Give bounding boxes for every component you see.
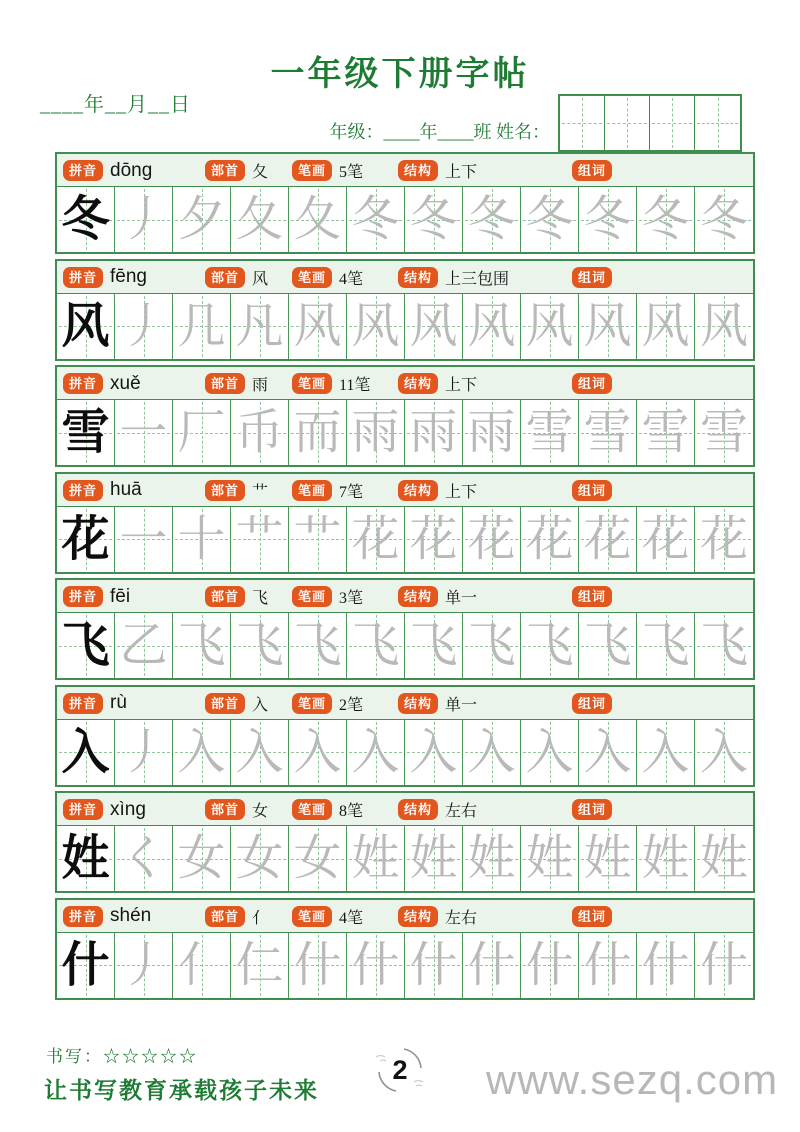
trace-cell: 雪 [637, 400, 695, 465]
trace-cell: 雪 [695, 400, 753, 465]
radical-badge: 部首 [205, 267, 245, 288]
trace-cell: 丿 [115, 187, 173, 252]
pinyin-badge: 拼音 [63, 160, 103, 181]
trace-cell: 花 [579, 507, 637, 572]
character-info-header [57, 474, 753, 507]
radical-value: 入 [252, 696, 269, 714]
strokes-group [292, 580, 363, 613]
trace-cell: 姓 [463, 826, 521, 891]
model-character-cell: 冬 [57, 187, 115, 252]
pinyin-badge: 拼音 [63, 693, 103, 714]
trace-cell: 飞 [695, 613, 753, 678]
trace-cell: 冬 [579, 187, 637, 252]
words-group [572, 900, 612, 933]
strokes-badge: 笔画 [292, 480, 332, 501]
trace-cell: 丿 [115, 294, 173, 359]
class-name-fill-in-line: 年级：____年____班 姓名： [329, 122, 550, 142]
character-info-header [57, 261, 753, 294]
strokes-value: 3笔 [339, 590, 364, 607]
strokes-badge: 笔画 [292, 693, 332, 714]
trace-cell: 风 [695, 294, 753, 359]
trace-cell: 风 [637, 294, 695, 359]
structure-group [398, 367, 477, 400]
radical-value: 亻 [252, 909, 269, 927]
radical-value: 艹 [252, 483, 269, 501]
pinyin-group [63, 154, 152, 187]
trace-cell: 入 [289, 720, 347, 785]
practice-cell-row [57, 826, 753, 891]
trace-cell: 风 [289, 294, 347, 359]
trace-cell: 飞 [463, 613, 521, 678]
character-block [55, 472, 755, 574]
trace-cell: 飞 [289, 613, 347, 678]
pinyin-value: xìng [110, 798, 146, 820]
strokes-value: 4笔 [339, 909, 364, 927]
practice-cell-row [57, 400, 753, 465]
character-info-header [57, 367, 753, 400]
words-badge: 组词 [572, 373, 612, 394]
strokes-group [292, 367, 370, 400]
structure-group [398, 900, 477, 933]
trace-cell: 冬 [347, 187, 405, 252]
practice-cell-row [57, 187, 753, 252]
words-badge: 组词 [572, 160, 612, 181]
radical-badge: 部首 [205, 373, 245, 394]
trace-cell: 入 [695, 720, 753, 785]
strokes-badge: 笔画 [292, 906, 332, 927]
pinyin-value: dōng [110, 159, 153, 181]
trace-cell: 艹 [231, 507, 289, 572]
structure-badge: 结构 [398, 267, 438, 288]
radical-value: 飞 [252, 590, 269, 607]
character-block [55, 578, 755, 680]
radical-badge: 部首 [205, 693, 245, 714]
radical-group [205, 580, 268, 613]
strokes-badge: 笔画 [292, 373, 332, 394]
trace-cell: 夂 [231, 187, 289, 252]
strokes-group [292, 687, 363, 720]
trace-cell: 花 [637, 507, 695, 572]
structure-badge: 结构 [398, 693, 438, 714]
words-group [572, 261, 612, 294]
pinyin-badge: 拼音 [63, 373, 103, 394]
watermark-text: www.sezq.com [486, 1056, 779, 1103]
structure-badge: 结构 [398, 373, 438, 394]
trace-cell: 冬 [695, 187, 753, 252]
radical-badge: 部首 [205, 906, 245, 927]
practice-cell-row [57, 613, 753, 678]
character-info-header [57, 580, 753, 613]
radical-group [205, 154, 268, 187]
character-block [55, 152, 755, 254]
pinyin-value: shén [110, 905, 152, 926]
trace-cell: 姓 [405, 826, 463, 891]
structure-badge: 结构 [398, 906, 438, 927]
structure-group [398, 687, 477, 720]
trace-cell: 雪 [579, 400, 637, 465]
words-group [572, 474, 612, 507]
trace-cell: 花 [405, 507, 463, 572]
page-number: 2 [392, 1054, 408, 1085]
strokes-group [292, 793, 363, 826]
words-badge: 组词 [572, 586, 612, 607]
strokes-value: 4笔 [339, 270, 364, 288]
name-grid-cell [650, 96, 695, 150]
trace-cell: 雨 [347, 400, 405, 465]
trace-cell: 飞 [521, 613, 579, 678]
trace-cell: 花 [347, 507, 405, 572]
structure-value: 上三包围 [445, 270, 510, 288]
trace-cell: 丿 [115, 720, 173, 785]
structure-value: 左右 [445, 909, 478, 927]
trace-cell: 入 [173, 720, 231, 785]
structure-group [398, 261, 509, 294]
strokes-badge: 笔画 [292, 586, 332, 607]
pinyin-badge: 拼音 [63, 586, 103, 607]
strokes-value: 8笔 [339, 803, 364, 820]
trace-cell: 风 [579, 294, 637, 359]
trace-cell: 飞 [347, 613, 405, 678]
pinyin-badge: 拼音 [63, 799, 103, 820]
footer-slogan: 让书写教育承载孩子未来 [44, 1078, 319, 1103]
trace-cell: 姓 [695, 826, 753, 891]
structure-badge: 结构 [398, 586, 438, 607]
trace-cell: 什 [405, 933, 463, 998]
trace-cell: 几 [173, 294, 231, 359]
structure-value: 上下 [445, 164, 478, 181]
trace-cell: 入 [579, 720, 637, 785]
trace-cell: 女 [231, 826, 289, 891]
trace-cell: 乙 [115, 613, 173, 678]
trace-cell: 飞 [579, 613, 637, 678]
model-character-cell: 什 [57, 933, 115, 998]
character-info-header [57, 900, 753, 933]
radical-group [205, 261, 268, 294]
trace-cell: 飞 [231, 613, 289, 678]
trace-cell: 姓 [347, 826, 405, 891]
strokes-value: 11笔 [339, 377, 371, 394]
class-name-row [330, 94, 743, 152]
trace-cell: 飞 [173, 613, 231, 678]
pinyin-value: huā [110, 479, 142, 500]
trace-cell: 夕 [173, 187, 231, 252]
radical-group [205, 687, 268, 720]
words-badge: 组词 [572, 267, 612, 288]
radical-badge: 部首 [205, 586, 245, 607]
character-info-header [57, 687, 753, 720]
radical-value: 夂 [252, 164, 269, 181]
pinyin-group [63, 793, 146, 826]
trace-cell: 而 [289, 400, 347, 465]
trace-cell: 仁 [231, 933, 289, 998]
words-badge: 组词 [572, 480, 612, 501]
trace-cell: 入 [463, 720, 521, 785]
character-block [55, 898, 755, 1000]
practice-cell-row [57, 933, 753, 998]
trace-cell: 风 [347, 294, 405, 359]
model-character-cell: 风 [57, 294, 115, 359]
words-group [572, 580, 612, 613]
pinyin-value: fēng [110, 266, 147, 287]
name-grid-cell [695, 96, 740, 150]
strokes-badge: 笔画 [292, 799, 332, 820]
date-fill-in-line: ____年__月__日 [40, 94, 191, 116]
pinyin-badge: 拼音 [63, 906, 103, 927]
structure-value: 左右 [445, 803, 478, 820]
structure-value: 单一 [445, 590, 478, 607]
trace-cell: 女 [289, 826, 347, 891]
structure-value: 上下 [445, 377, 478, 394]
strokes-badge: 笔画 [292, 267, 332, 288]
words-group [572, 793, 612, 826]
trace-cell: 风 [463, 294, 521, 359]
page-number-ornament [374, 1044, 426, 1096]
radical-value: 女 [252, 803, 269, 820]
character-block [55, 791, 755, 893]
character-info-header [57, 793, 753, 826]
trace-cell: 入 [637, 720, 695, 785]
trace-cell: 十 [173, 507, 231, 572]
structure-group [398, 474, 477, 507]
trace-cell: 姓 [521, 826, 579, 891]
character-block [55, 259, 755, 361]
pinyin-value: xuě [110, 372, 141, 394]
words-group [572, 687, 612, 720]
strokes-group [292, 474, 363, 507]
pinyin-group [63, 367, 141, 400]
structure-group [398, 793, 477, 826]
pinyin-value: rù [110, 692, 127, 713]
strokes-value: 7笔 [339, 483, 364, 501]
radical-value: 风 [252, 270, 269, 288]
strokes-group [292, 261, 363, 294]
trace-cell: 雨 [405, 400, 463, 465]
trace-cell: 什 [579, 933, 637, 998]
handwriting-rating-stars: 书写：☆☆☆☆☆ [46, 1047, 198, 1066]
practice-cell-row [57, 507, 753, 572]
trace-cell: 风 [521, 294, 579, 359]
trace-cell: 风 [405, 294, 463, 359]
trace-cell: 姓 [579, 826, 637, 891]
trace-cell: 艹 [289, 507, 347, 572]
strokes-value: 5笔 [339, 164, 364, 181]
trace-cell: 雪 [521, 400, 579, 465]
trace-cell: 花 [695, 507, 753, 572]
structure-badge: 结构 [398, 799, 438, 820]
name-writing-grid [558, 94, 742, 152]
radical-badge: 部首 [205, 480, 245, 501]
pinyin-badge: 拼音 [63, 480, 103, 501]
trace-cell: 什 [521, 933, 579, 998]
strokes-value: 2笔 [339, 696, 364, 714]
name-grid-cell [560, 96, 605, 150]
words-badge: 组词 [572, 693, 612, 714]
trace-cell: 冬 [405, 187, 463, 252]
practice-cell-row [57, 294, 753, 359]
words-badge: 组词 [572, 799, 612, 820]
pinyin-group [63, 261, 147, 294]
structure-group [398, 154, 477, 187]
strokes-badge: 笔画 [292, 160, 332, 181]
trace-cell: 女 [173, 826, 231, 891]
name-grid-cell [605, 96, 650, 150]
trace-cell: 飞 [405, 613, 463, 678]
structure-value: 上下 [445, 483, 478, 501]
pinyin-group [63, 580, 130, 613]
trace-cell: 一 [115, 507, 173, 572]
trace-cell: 夂 [289, 187, 347, 252]
strokes-group [292, 154, 363, 187]
words-badge: 组词 [572, 906, 612, 927]
words-group [572, 154, 612, 187]
pinyin-value: fēi [110, 585, 131, 607]
model-character-cell: 入 [57, 720, 115, 785]
radical-group [205, 474, 268, 507]
model-character-cell: 飞 [57, 613, 115, 678]
trace-cell: 币 [231, 400, 289, 465]
pinyin-badge: 拼音 [63, 267, 103, 288]
trace-cell: 什 [637, 933, 695, 998]
practice-blocks [55, 152, 755, 1004]
trace-cell: く [115, 826, 173, 891]
trace-cell: 冬 [463, 187, 521, 252]
trace-cell: 花 [521, 507, 579, 572]
structure-badge: 结构 [398, 480, 438, 501]
trace-cell: 冬 [637, 187, 695, 252]
radical-badge: 部首 [205, 799, 245, 820]
words-group [572, 367, 612, 400]
trace-cell: 丿 [115, 933, 173, 998]
radical-group [205, 793, 268, 826]
character-block [55, 365, 755, 467]
radical-badge: 部首 [205, 160, 245, 181]
model-character-cell: 雪 [57, 400, 115, 465]
trace-cell: 什 [463, 933, 521, 998]
practice-cell-row [57, 720, 753, 785]
character-block [55, 685, 755, 787]
structure-group [398, 580, 477, 613]
trace-cell: 厂 [173, 400, 231, 465]
trace-cell: 什 [289, 933, 347, 998]
trace-cell: 一 [115, 400, 173, 465]
trace-cell: 入 [231, 720, 289, 785]
radical-value: 雨 [252, 377, 269, 394]
page-title: 一年级下册字帖 [270, 56, 530, 93]
structure-badge: 结构 [398, 160, 438, 181]
trace-cell: 入 [521, 720, 579, 785]
trace-cell: 花 [463, 507, 521, 572]
radical-group [205, 900, 268, 933]
strokes-group [292, 900, 363, 933]
trace-cell: 什 [347, 933, 405, 998]
trace-cell: 飞 [637, 613, 695, 678]
pinyin-group [63, 474, 142, 507]
pinyin-group [63, 900, 151, 933]
model-character-cell: 姓 [57, 826, 115, 891]
trace-cell: 什 [695, 933, 753, 998]
trace-cell: 雨 [463, 400, 521, 465]
trace-cell: 凡 [231, 294, 289, 359]
character-info-header [57, 154, 753, 187]
structure-value: 单一 [445, 696, 478, 714]
trace-cell: 亻 [173, 933, 231, 998]
radical-group [205, 367, 268, 400]
trace-cell: 入 [347, 720, 405, 785]
trace-cell: 入 [405, 720, 463, 785]
trace-cell: 冬 [521, 187, 579, 252]
trace-cell: 姓 [637, 826, 695, 891]
model-character-cell: 花 [57, 507, 115, 572]
pinyin-group [63, 687, 127, 720]
